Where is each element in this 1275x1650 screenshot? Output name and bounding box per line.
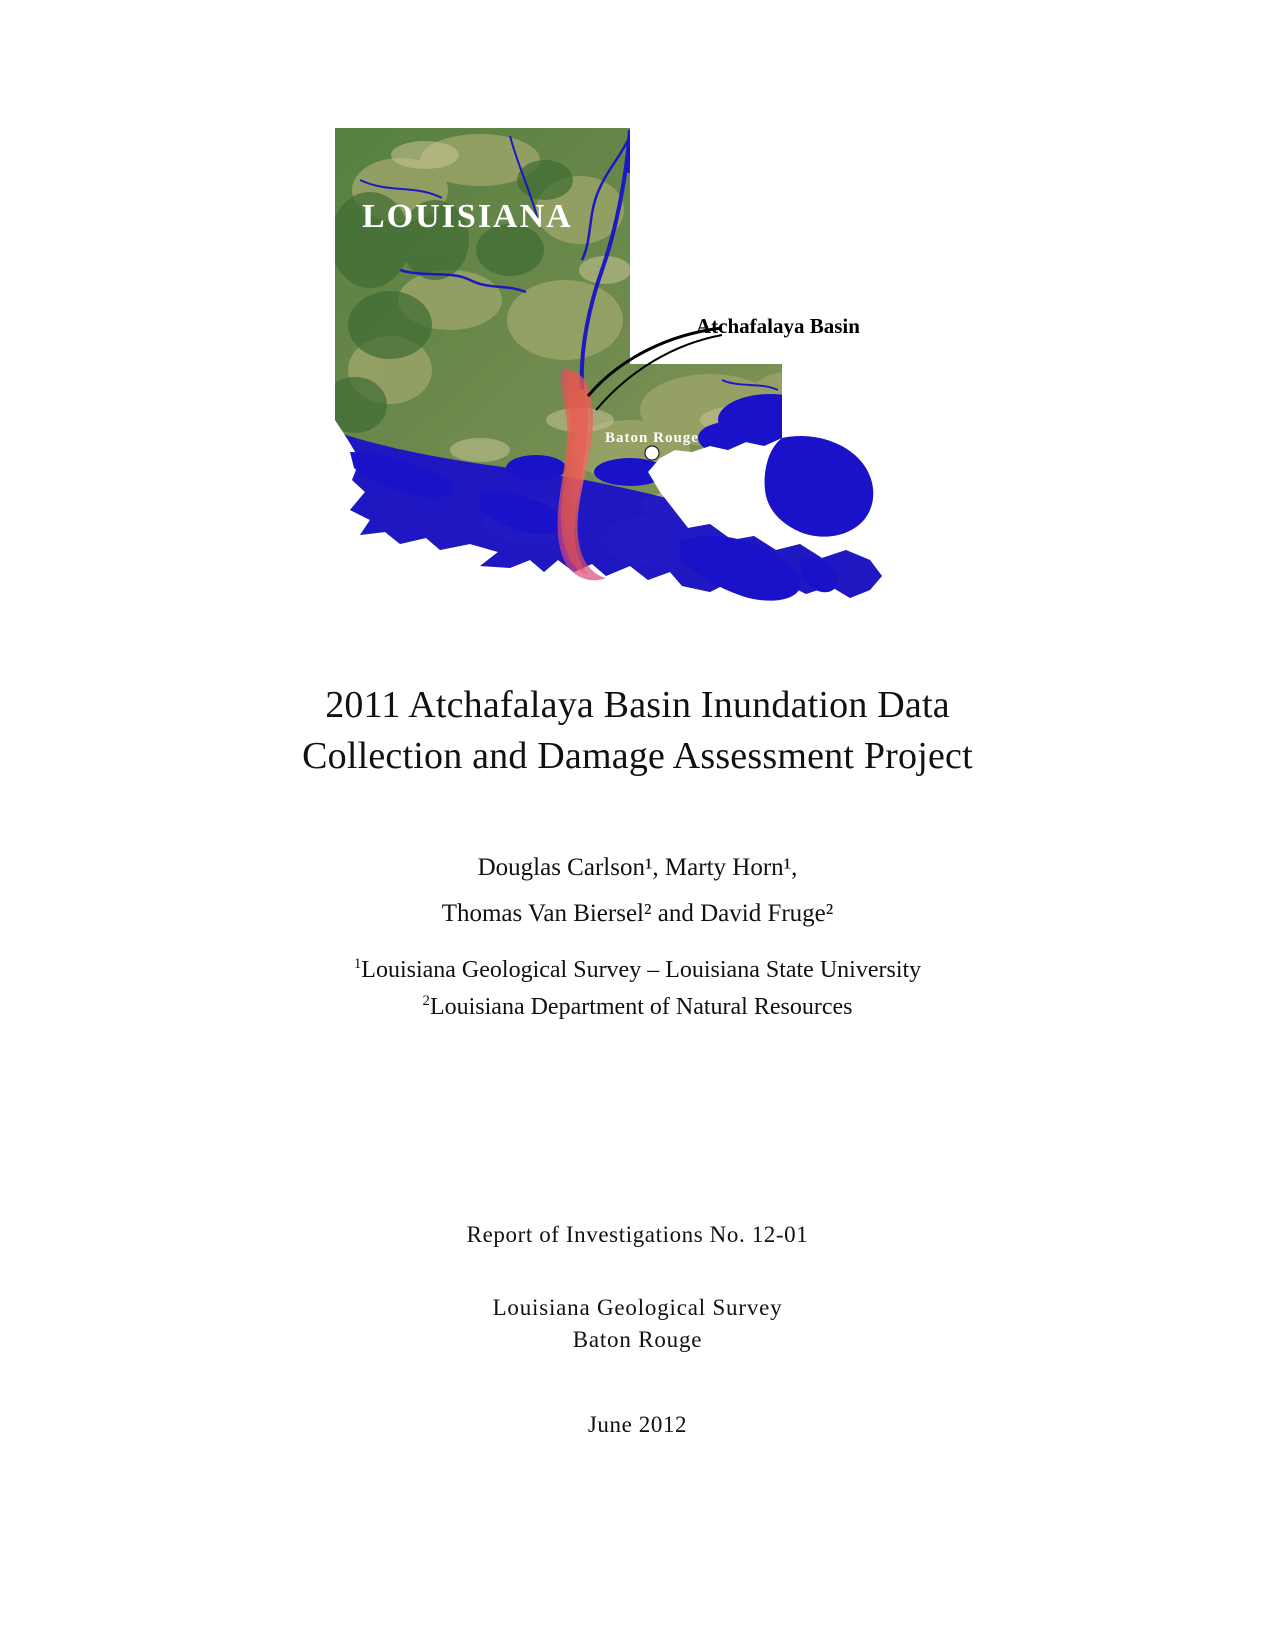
publisher-name: Louisiana Geological Survey <box>492 1295 783 1320</box>
authors-line-1: Douglas Carlson¹, Marty Horn¹, <box>477 854 798 881</box>
louisiana-map-svg <box>330 120 890 620</box>
affiliation-1-marker: 1 <box>353 956 362 972</box>
affiliation-1 <box>150 952 1125 989</box>
author-block <box>150 845 1125 938</box>
affiliation-2-text: Louisiana Department of Natural Resources <box>429 994 853 1021</box>
affiliation-block <box>150 952 1125 1026</box>
authors-line-2: Thomas Van Biersel² and David Fruge² <box>441 900 834 928</box>
affiliation-2-marker: 2 <box>422 993 430 1010</box>
map-basin-callout-label: Atchafalaya Basin <box>696 314 860 338</box>
affiliation-1-text: Louisiana Geological Survey – Louisiana State University <box>361 957 922 983</box>
title-line-1: 2011 Atchafalaya Basin Inundation Data <box>325 684 950 726</box>
publisher-city: Baton Rouge <box>572 1327 703 1353</box>
cover-map-figure <box>330 120 890 620</box>
affiliation-2 <box>150 989 1125 1026</box>
title-line-2: Collection and Damage Assessment Project <box>302 735 973 778</box>
map-city-label: Baton Rouge <box>605 430 699 446</box>
map-satellite-base <box>330 120 890 620</box>
map-state-label: LOUISIANA <box>362 198 573 235</box>
baton-rouge-marker <box>645 446 659 460</box>
report-number: Report of Investigations No. 12-01 <box>466 1222 809 1247</box>
publication-date: June 2012 <box>587 1412 688 1437</box>
document-title <box>150 680 1125 783</box>
publisher-block <box>150 1292 1125 1356</box>
